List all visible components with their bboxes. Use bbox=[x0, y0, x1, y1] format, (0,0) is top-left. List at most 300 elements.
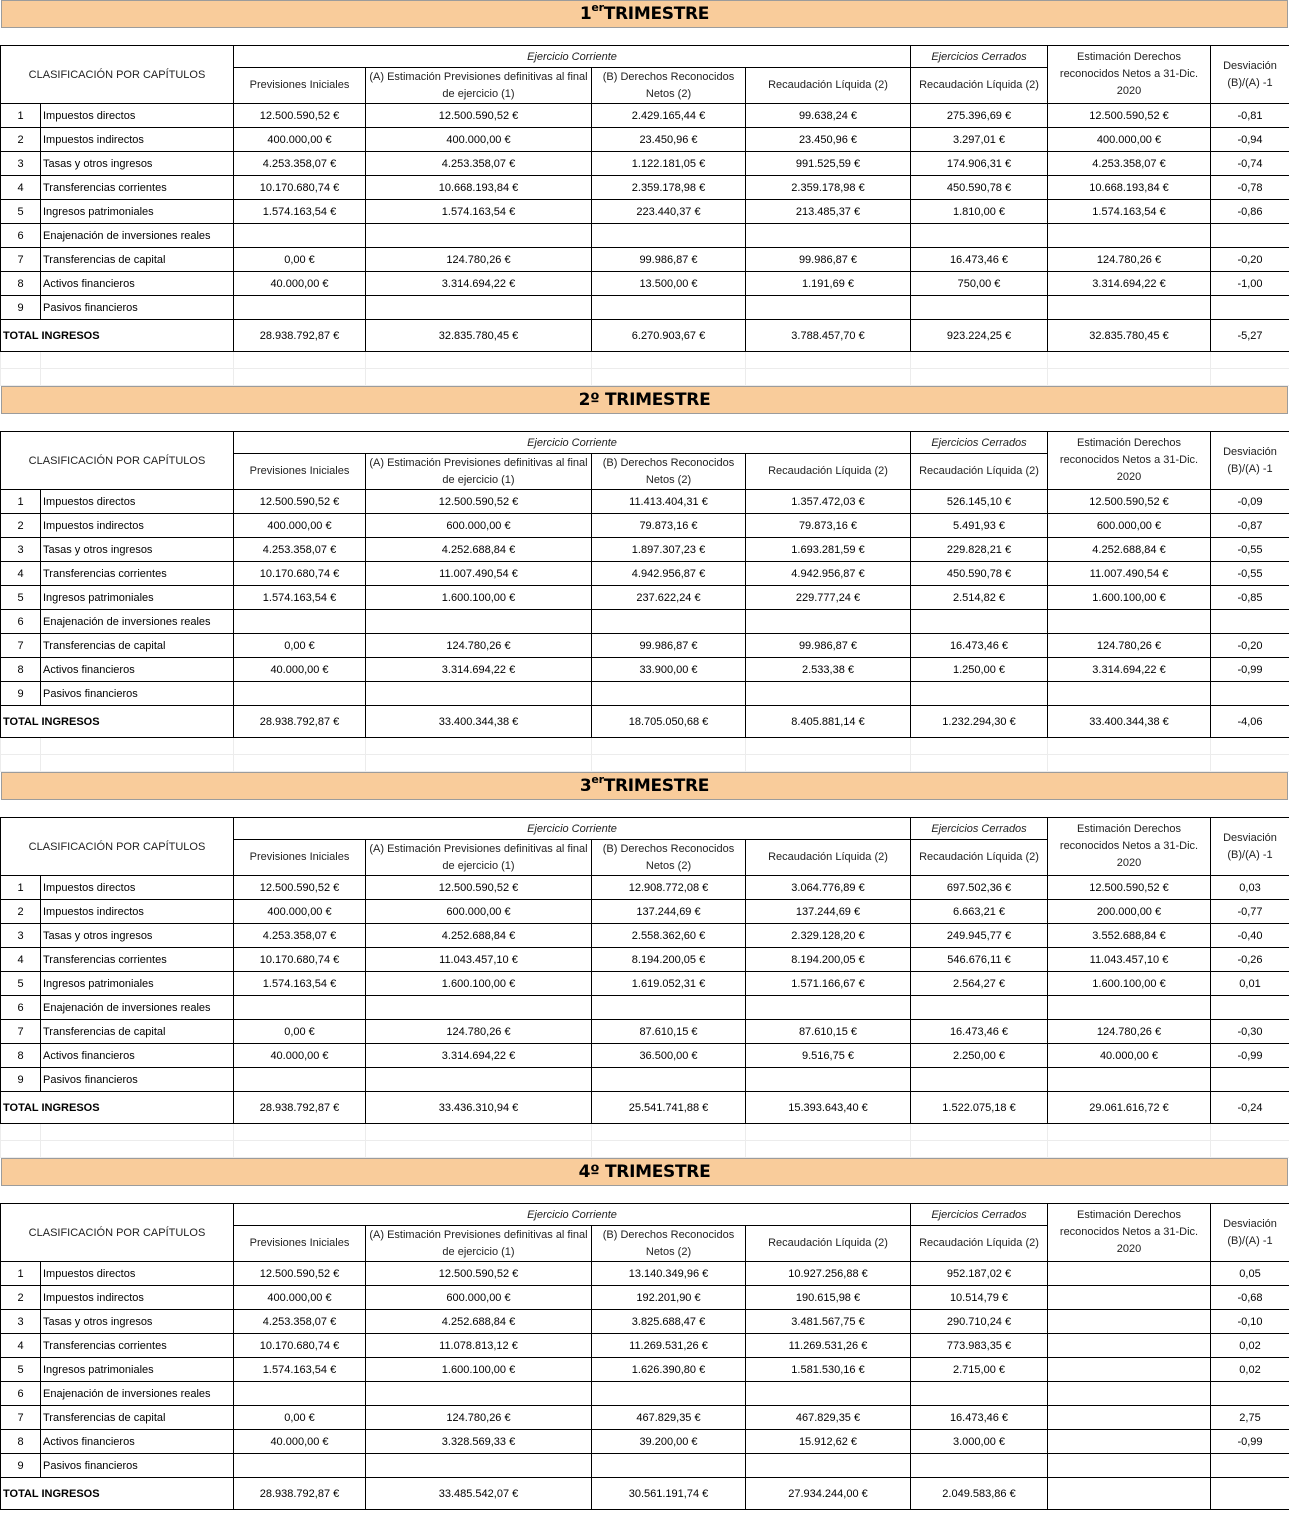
chapter-number: 5 bbox=[1, 1358, 41, 1382]
value-cell: 400.000,00 € bbox=[1048, 128, 1211, 152]
ejercicio-corriente-header: Ejercicio Corriente bbox=[234, 818, 911, 840]
ejercicio-corriente-header: Ejercicio Corriente bbox=[234, 1204, 911, 1226]
value-cell: 79.873,16 € bbox=[746, 514, 911, 538]
value-cell: 0,02 bbox=[1211, 1334, 1289, 1358]
value-cell: 12.500.590,52 € bbox=[366, 104, 592, 128]
chapter-name: Activos financieros bbox=[41, 658, 234, 682]
value-cell: 400.000,00 € bbox=[234, 514, 366, 538]
empty-cell bbox=[746, 1141, 911, 1158]
table-row bbox=[1, 104, 1289, 128]
total-cell bbox=[1211, 1478, 1289, 1510]
total-cell: 27.934.244,00 € bbox=[746, 1478, 911, 1510]
value-cell bbox=[366, 1382, 592, 1406]
table-row bbox=[1, 1262, 1289, 1286]
table-row bbox=[1, 248, 1289, 272]
value-cell: 467.829,35 € bbox=[592, 1406, 746, 1430]
table-row bbox=[1, 1382, 1289, 1406]
value-cell: 40.000,00 € bbox=[234, 1430, 366, 1454]
empty-cell bbox=[1211, 755, 1289, 772]
quarter-label: º TRIMESTRE bbox=[590, 390, 711, 410]
value-cell: -0,26 bbox=[1211, 948, 1289, 972]
value-cell: 4.252.688,84 € bbox=[1048, 538, 1211, 562]
value-cell: 2.564,27 € bbox=[911, 972, 1048, 996]
ejercicios-cerrados-header: Ejercicios Cerrados bbox=[911, 818, 1048, 840]
quarter-label: TRIMESTRE bbox=[603, 776, 710, 796]
chapter-number: 7 bbox=[1, 248, 41, 272]
value-cell bbox=[592, 1382, 746, 1406]
empty-cell bbox=[592, 369, 746, 386]
empty-cell bbox=[592, 352, 746, 369]
value-cell: 600.000,00 € bbox=[366, 514, 592, 538]
value-cell: 0,00 € bbox=[234, 1020, 366, 1044]
quarter-banner bbox=[1, 772, 1288, 800]
value-cell: 1.626.390,80 € bbox=[592, 1358, 746, 1382]
value-cell: 23.450,96 € bbox=[746, 128, 911, 152]
empty-cell bbox=[1048, 352, 1211, 369]
value-cell: 1.574.163,54 € bbox=[234, 1358, 366, 1382]
chapter-number: 3 bbox=[1, 924, 41, 948]
value-cell: 750,00 € bbox=[911, 272, 1048, 296]
value-cell: 99.986,87 € bbox=[746, 634, 911, 658]
value-cell: 697.502,36 € bbox=[911, 876, 1048, 900]
table-row bbox=[1, 296, 1289, 320]
value-cell: 1.250,00 € bbox=[911, 658, 1048, 682]
value-cell: 400.000,00 € bbox=[234, 128, 366, 152]
value-cell: 3.481.567,75 € bbox=[746, 1310, 911, 1334]
value-cell: -0,20 bbox=[1211, 634, 1289, 658]
table-row bbox=[1, 1430, 1289, 1454]
chapter-name: Transferencias corrientes bbox=[41, 1334, 234, 1358]
value-cell: 1.619.052,31 € bbox=[592, 972, 746, 996]
value-cell: 4.942.956,87 € bbox=[592, 562, 746, 586]
value-cell bbox=[1211, 296, 1289, 320]
value-cell: 1.600.100,00 € bbox=[366, 1358, 592, 1382]
value-cell bbox=[234, 224, 366, 248]
value-cell: 124.780,26 € bbox=[366, 248, 592, 272]
value-cell: 12.500.590,52 € bbox=[1048, 876, 1211, 900]
value-cell: 10.668.193,84 € bbox=[366, 176, 592, 200]
empty-cell bbox=[746, 738, 911, 755]
table-row bbox=[1, 1454, 1289, 1478]
value-cell bbox=[1048, 996, 1211, 1020]
chapter-number: 6 bbox=[1, 1382, 41, 1406]
chapter-name: Ingresos patrimoniales bbox=[41, 586, 234, 610]
value-cell: 1.581.530,16 € bbox=[746, 1358, 911, 1382]
chapter-name: Enajenación de inversiones reales bbox=[41, 610, 234, 634]
value-cell: 600.000,00 € bbox=[1048, 514, 1211, 538]
value-cell: 0,03 bbox=[1211, 876, 1289, 900]
quarter-number-suffix: er bbox=[591, 1, 604, 15]
empty-cell bbox=[234, 352, 366, 369]
empty-cell bbox=[366, 1141, 592, 1158]
chapter-number: 8 bbox=[1, 272, 41, 296]
empty-cell bbox=[366, 738, 592, 755]
value-cell: 11.413.404,31 € bbox=[592, 490, 746, 514]
value-cell: 6.663,21 € bbox=[911, 900, 1048, 924]
value-cell bbox=[1048, 1406, 1211, 1430]
chapter-name: Ingresos patrimoniales bbox=[41, 200, 234, 224]
chapter-number: 6 bbox=[1, 996, 41, 1020]
value-cell: 3.000,00 € bbox=[911, 1430, 1048, 1454]
value-cell: 1.600.100,00 € bbox=[366, 586, 592, 610]
value-cell bbox=[911, 1068, 1048, 1092]
value-cell: 10.170.680,74 € bbox=[234, 562, 366, 586]
value-cell: 40.000,00 € bbox=[234, 272, 366, 296]
value-cell: 400.000,00 € bbox=[234, 900, 366, 924]
chapter-name: Transferencias de capital bbox=[41, 634, 234, 658]
total-label: TOTAL INGRESOS bbox=[1, 1478, 234, 1510]
estimacion-previsiones-header: (A) Estimación Previsiones definitivas al final de ejercicio (1) bbox=[366, 1226, 592, 1262]
value-cell: -0,77 bbox=[1211, 900, 1289, 924]
value-cell: 1.810,00 € bbox=[911, 200, 1048, 224]
chapter-name: Enajenación de inversiones reales bbox=[41, 1382, 234, 1406]
value-cell: 2.533,38 € bbox=[746, 658, 911, 682]
value-cell: 4.252.688,84 € bbox=[366, 1310, 592, 1334]
value-cell: -0,68 bbox=[1211, 1286, 1289, 1310]
chapter-name: Pasivos financieros bbox=[41, 296, 234, 320]
value-cell: -0,86 bbox=[1211, 200, 1289, 224]
table-row bbox=[1, 1068, 1289, 1092]
previsiones-iniciales-header: Previsiones Iniciales bbox=[234, 454, 366, 490]
value-cell: 12.500.590,52 € bbox=[234, 490, 366, 514]
value-cell bbox=[1211, 610, 1289, 634]
chapter-name: Enajenación de inversiones reales bbox=[41, 996, 234, 1020]
chapter-number: 2 bbox=[1, 128, 41, 152]
value-cell: 2.359.178,98 € bbox=[746, 176, 911, 200]
table-row bbox=[1, 128, 1289, 152]
value-cell: 10.668.193,84 € bbox=[1048, 176, 1211, 200]
chapter-number: 3 bbox=[1, 538, 41, 562]
value-cell: 11.269.531,26 € bbox=[746, 1334, 911, 1358]
empty-cell bbox=[41, 1124, 234, 1141]
value-cell: -0,78 bbox=[1211, 176, 1289, 200]
value-cell: 1.600.100,00 € bbox=[1048, 972, 1211, 996]
value-cell bbox=[1048, 1382, 1211, 1406]
value-cell bbox=[1048, 296, 1211, 320]
value-cell: 174.906,31 € bbox=[911, 152, 1048, 176]
value-cell bbox=[1211, 224, 1289, 248]
value-cell bbox=[911, 610, 1048, 634]
value-cell: 2.558.362,60 € bbox=[592, 924, 746, 948]
chapter-number: 1 bbox=[1, 104, 41, 128]
empty-cell bbox=[1048, 1124, 1211, 1141]
value-cell: -0,09 bbox=[1211, 490, 1289, 514]
value-cell bbox=[1211, 1068, 1289, 1092]
table-row bbox=[1, 224, 1289, 248]
quarter-banner bbox=[1, 386, 1288, 414]
chapter-number: 4 bbox=[1, 948, 41, 972]
value-cell: 124.780,26 € bbox=[1048, 1020, 1211, 1044]
recaudacion-liquida-header: Recaudación Líquida (2) bbox=[746, 454, 911, 490]
spacer bbox=[0, 414, 1289, 431]
empty-cell bbox=[234, 1124, 366, 1141]
empty-cell bbox=[746, 755, 911, 772]
value-cell: 0,05 bbox=[1211, 1262, 1289, 1286]
value-cell bbox=[1048, 1454, 1211, 1478]
value-cell: -0,99 bbox=[1211, 1044, 1289, 1068]
value-cell bbox=[1048, 1430, 1211, 1454]
value-cell: 8.194.200,05 € bbox=[592, 948, 746, 972]
value-cell bbox=[911, 996, 1048, 1020]
value-cell: -0,99 bbox=[1211, 658, 1289, 682]
value-cell bbox=[1048, 1262, 1211, 1286]
total-cell: 30.561.191,74 € bbox=[592, 1478, 746, 1510]
table-row bbox=[1, 876, 1289, 900]
value-cell: 79.873,16 € bbox=[592, 514, 746, 538]
value-cell: 124.780,26 € bbox=[1048, 248, 1211, 272]
chapter-name: Transferencias corrientes bbox=[41, 176, 234, 200]
income-table bbox=[0, 1203, 1289, 1510]
empty-cell bbox=[911, 369, 1048, 386]
value-cell: 3.314.694,22 € bbox=[366, 658, 592, 682]
empty-cell bbox=[911, 1141, 1048, 1158]
total-cell: -4,06 bbox=[1211, 706, 1289, 738]
value-cell: 3.314.694,22 € bbox=[366, 1044, 592, 1068]
table-row bbox=[1, 200, 1289, 224]
total-label: TOTAL INGRESOS bbox=[1, 706, 234, 738]
total-cell: 1.522.075,18 € bbox=[911, 1092, 1048, 1124]
chapter-name: Tasas y otros ingresos bbox=[41, 538, 234, 562]
chapter-number: 7 bbox=[1, 1406, 41, 1430]
spacer bbox=[0, 28, 1289, 45]
table-row bbox=[1, 1334, 1289, 1358]
table-row bbox=[1, 1020, 1289, 1044]
total-cell: 28.938.792,87 € bbox=[234, 1478, 366, 1510]
value-cell: 99.986,87 € bbox=[592, 248, 746, 272]
value-cell: 773.983,35 € bbox=[911, 1334, 1048, 1358]
spacer bbox=[0, 1186, 1289, 1203]
value-cell: 600.000,00 € bbox=[366, 1286, 592, 1310]
table-row bbox=[1, 1286, 1289, 1310]
total-cell: 32.835.780,45 € bbox=[366, 320, 592, 352]
value-cell: 2,75 bbox=[1211, 1406, 1289, 1430]
total-cell: 8.405.881,14 € bbox=[746, 706, 911, 738]
total-cell: 25.541.741,88 € bbox=[592, 1092, 746, 1124]
empty-cell bbox=[1211, 738, 1289, 755]
empty-cell bbox=[234, 738, 366, 755]
total-cell: 33.400.344,38 € bbox=[366, 706, 592, 738]
value-cell: 11.043.457,10 € bbox=[366, 948, 592, 972]
table-row bbox=[1, 972, 1289, 996]
value-cell: 13.500,00 € bbox=[592, 272, 746, 296]
desviacion-header: Desviación (B)/(A) -1 bbox=[1211, 432, 1289, 490]
empty-cell bbox=[366, 352, 592, 369]
value-cell bbox=[1211, 1382, 1289, 1406]
value-cell: 229.828,21 € bbox=[911, 538, 1048, 562]
chapter-number: 3 bbox=[1, 1310, 41, 1334]
total-cell: 28.938.792,87 € bbox=[234, 1092, 366, 1124]
total-row bbox=[1, 320, 1289, 352]
empty-cell bbox=[746, 369, 911, 386]
table-row bbox=[1, 514, 1289, 538]
value-cell bbox=[592, 996, 746, 1020]
value-cell: 11.269.531,26 € bbox=[592, 1334, 746, 1358]
quarter-banner bbox=[1, 0, 1288, 28]
value-cell: 2.250,00 € bbox=[911, 1044, 1048, 1068]
chapter-name: Pasivos financieros bbox=[41, 1454, 234, 1478]
classification-header: CLASIFICACIÓN POR CAPÍTULOS bbox=[1, 1204, 234, 1262]
ejercicio-corriente-header: Ejercicio Corriente bbox=[234, 46, 911, 68]
total-cell: 29.061.616,72 € bbox=[1048, 1092, 1211, 1124]
value-cell bbox=[1048, 1310, 1211, 1334]
value-cell: 10.927.256,88 € bbox=[746, 1262, 911, 1286]
table-row bbox=[1, 562, 1289, 586]
value-cell: 0,00 € bbox=[234, 248, 366, 272]
total-cell: -5,27 bbox=[1211, 320, 1289, 352]
chapter-name: Impuestos indirectos bbox=[41, 514, 234, 538]
value-cell: 467.829,35 € bbox=[746, 1406, 911, 1430]
recaudacion-liquida-cerrados-header: Recaudación Líquida (2) bbox=[911, 68, 1048, 104]
quarter-section bbox=[0, 0, 1289, 386]
value-cell: 11.007.490,54 € bbox=[1048, 562, 1211, 586]
derechos-reconocidos-header: (B) Derechos Reconocidos Netos (2) bbox=[592, 454, 746, 490]
value-cell: 526.145,10 € bbox=[911, 490, 1048, 514]
empty-cell bbox=[1211, 352, 1289, 369]
value-cell: 36.500,00 € bbox=[592, 1044, 746, 1068]
chapter-number: 6 bbox=[1, 224, 41, 248]
chapter-name: Impuestos indirectos bbox=[41, 128, 234, 152]
chapter-name: Tasas y otros ingresos bbox=[41, 924, 234, 948]
table-row bbox=[1, 900, 1289, 924]
chapter-number: 4 bbox=[1, 562, 41, 586]
value-cell: 12.500.590,52 € bbox=[234, 876, 366, 900]
empty-cell bbox=[234, 369, 366, 386]
value-cell: 4.253.358,07 € bbox=[234, 152, 366, 176]
value-cell: 87.610,15 € bbox=[746, 1020, 911, 1044]
chapter-name: Activos financieros bbox=[41, 1430, 234, 1454]
empty-cell bbox=[592, 1124, 746, 1141]
value-cell bbox=[1211, 996, 1289, 1020]
value-cell: 213.485,37 € bbox=[746, 200, 911, 224]
value-cell: 40.000,00 € bbox=[234, 658, 366, 682]
empty-cell bbox=[41, 352, 234, 369]
value-cell: -0,94 bbox=[1211, 128, 1289, 152]
empty-cell bbox=[41, 755, 234, 772]
chapter-name: Tasas y otros ingresos bbox=[41, 152, 234, 176]
value-cell: 1.357.472,03 € bbox=[746, 490, 911, 514]
value-cell: 4.942.956,87 € bbox=[746, 562, 911, 586]
ejercicios-cerrados-header: Ejercicios Cerrados bbox=[911, 432, 1048, 454]
total-cell: 2.049.583,86 € bbox=[911, 1478, 1048, 1510]
value-cell: 137.244,69 € bbox=[592, 900, 746, 924]
value-cell: 99.986,87 € bbox=[592, 634, 746, 658]
quarter-label: º TRIMESTRE bbox=[590, 1162, 711, 1182]
empty-cell bbox=[1048, 738, 1211, 755]
empty-cell bbox=[746, 352, 911, 369]
table-row bbox=[1, 586, 1289, 610]
chapter-number: 9 bbox=[1, 1454, 41, 1478]
value-cell: 4.252.688,84 € bbox=[366, 538, 592, 562]
value-cell: 23.450,96 € bbox=[592, 128, 746, 152]
chapter-number: 5 bbox=[1, 586, 41, 610]
value-cell bbox=[746, 682, 911, 706]
value-cell: 2.514,82 € bbox=[911, 586, 1048, 610]
value-cell bbox=[234, 1068, 366, 1092]
value-cell: 2.359.178,98 € bbox=[592, 176, 746, 200]
total-cell: 6.270.903,67 € bbox=[592, 320, 746, 352]
value-cell: -0,99 bbox=[1211, 1430, 1289, 1454]
value-cell: 450.590,78 € bbox=[911, 176, 1048, 200]
value-cell: 0,02 bbox=[1211, 1358, 1289, 1382]
value-cell: 3.297,01 € bbox=[911, 128, 1048, 152]
quarter-title bbox=[579, 773, 710, 796]
empty-cell bbox=[592, 738, 746, 755]
value-cell: 10.170.680,74 € bbox=[234, 1334, 366, 1358]
value-cell bbox=[1048, 610, 1211, 634]
value-cell: 1.600.100,00 € bbox=[366, 972, 592, 996]
quarter-section bbox=[0, 772, 1289, 1158]
quarter-title bbox=[579, 1162, 711, 1182]
value-cell: 16.473,46 € bbox=[911, 634, 1048, 658]
value-cell: 10.170.680,74 € bbox=[234, 176, 366, 200]
empty-cell bbox=[592, 755, 746, 772]
chapter-number: 2 bbox=[1, 514, 41, 538]
estimacion-derechos-header: Estimación Derechos reconocidos Netos a 31-Dic. 2020 bbox=[1048, 818, 1211, 876]
value-cell bbox=[366, 1454, 592, 1478]
value-cell: 1.574.163,54 € bbox=[234, 200, 366, 224]
value-cell bbox=[746, 296, 911, 320]
value-cell: 15.912,62 € bbox=[746, 1430, 911, 1454]
value-cell: 4.252.688,84 € bbox=[366, 924, 592, 948]
value-cell: 12.500.590,52 € bbox=[1048, 490, 1211, 514]
ejercicios-cerrados-header: Ejercicios Cerrados bbox=[911, 46, 1048, 68]
income-table bbox=[0, 431, 1289, 772]
value-cell: 2.329.128,20 € bbox=[746, 924, 911, 948]
value-cell: -0,30 bbox=[1211, 1020, 1289, 1044]
value-cell: 40.000,00 € bbox=[234, 1044, 366, 1068]
chapter-name: Transferencias corrientes bbox=[41, 948, 234, 972]
quarter-number: 2 bbox=[578, 390, 591, 410]
chapter-name: Transferencias de capital bbox=[41, 248, 234, 272]
value-cell bbox=[592, 682, 746, 706]
recaudacion-liquida-header: Recaudación Líquida (2) bbox=[746, 840, 911, 876]
value-cell: 124.780,26 € bbox=[1048, 634, 1211, 658]
value-cell: 0,00 € bbox=[234, 634, 366, 658]
recaudacion-liquida-header: Recaudación Líquida (2) bbox=[746, 1226, 911, 1262]
value-cell: 137.244,69 € bbox=[746, 900, 911, 924]
chapter-number: 8 bbox=[1, 1430, 41, 1454]
chapter-name: Ingresos patrimoniales bbox=[41, 972, 234, 996]
value-cell bbox=[1048, 1286, 1211, 1310]
chapter-number: 7 bbox=[1, 634, 41, 658]
empty-cell bbox=[41, 738, 234, 755]
value-cell: 190.615,98 € bbox=[746, 1286, 911, 1310]
estimacion-previsiones-header: (A) Estimación Previsiones definitivas al final de ejercicio (1) bbox=[366, 68, 592, 104]
value-cell bbox=[1048, 224, 1211, 248]
ejercicio-corriente-header: Ejercicio Corriente bbox=[234, 432, 911, 454]
derechos-reconocidos-header: (B) Derechos Reconocidos Netos (2) bbox=[592, 68, 746, 104]
value-cell: 4.253.358,07 € bbox=[234, 1310, 366, 1334]
value-cell: 33.900,00 € bbox=[592, 658, 746, 682]
value-cell bbox=[746, 224, 911, 248]
value-cell: 12.500.590,52 € bbox=[234, 1262, 366, 1286]
table-row bbox=[1, 272, 1289, 296]
value-cell: 16.473,46 € bbox=[911, 1406, 1048, 1430]
value-cell: 3.328.569,33 € bbox=[366, 1430, 592, 1454]
value-cell: 39.200,00 € bbox=[592, 1430, 746, 1454]
empty-cell bbox=[234, 1141, 366, 1158]
quarter-label: TRIMESTRE bbox=[603, 4, 710, 24]
value-cell: 1.122.181,05 € bbox=[592, 152, 746, 176]
value-cell: 3.314.694,22 € bbox=[1048, 658, 1211, 682]
chapter-number: 1 bbox=[1, 1262, 41, 1286]
empty-cell bbox=[1, 738, 41, 755]
empty-cell bbox=[366, 1124, 592, 1141]
empty-cell bbox=[1, 1124, 41, 1141]
empty-cell bbox=[1, 352, 41, 369]
value-cell: 0,00 € bbox=[234, 1406, 366, 1430]
empty-cell bbox=[1211, 369, 1289, 386]
